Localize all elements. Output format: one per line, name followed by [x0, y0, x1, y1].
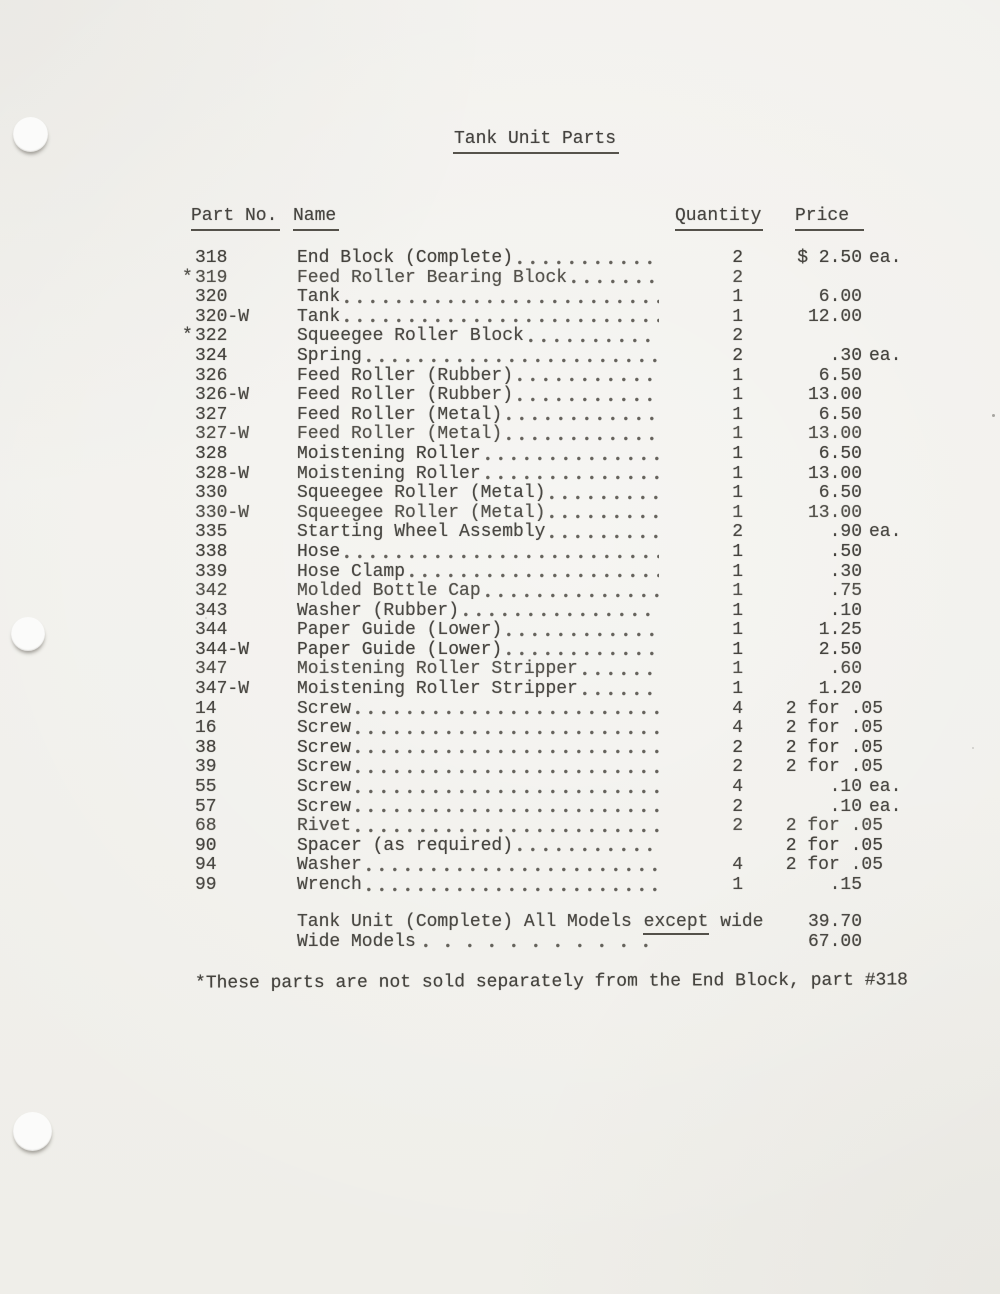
parts-table-body — [182, 248, 902, 896]
table-row — [182, 327, 896, 347]
quantity-value: 1 — [732, 424, 743, 445]
part-number: 326 — [195, 365, 228, 386]
quantity-value: 1 — [732, 581, 743, 602]
part-number: 39 — [195, 757, 217, 778]
part-number: 335 — [195, 522, 228, 543]
part-name: Hose — [297, 541, 341, 562]
table-row — [182, 700, 896, 720]
quantity-value: 1 — [732, 443, 743, 464]
part-name: Wrench — [297, 875, 362, 895]
footnote: *These parts are not sold separately from the End Block, part #318 — [194, 970, 908, 994]
price-amount: 2 for .05 — [785, 835, 883, 856]
quantity-value: 1 — [732, 600, 743, 621]
column-header-price: Price — [795, 206, 864, 231]
part-name: Paper Guide (Lower) — [297, 639, 503, 660]
quantity-value: 1 — [732, 502, 743, 523]
quantity-value: 1 — [732, 875, 743, 895]
quantity-value: 2 — [732, 737, 743, 758]
part-number: 322 — [195, 326, 228, 347]
price-amount: .10 — [829, 777, 862, 798]
price-amount: 13.00 — [807, 424, 862, 445]
table-row — [182, 543, 896, 563]
quantity-value: 1 — [732, 483, 743, 504]
part-name: Moistening Roller Stripper — [297, 679, 578, 700]
table-row — [182, 641, 896, 661]
table-row — [182, 425, 896, 445]
table-row — [182, 582, 896, 602]
quantity-value: 1 — [732, 463, 743, 484]
part-name: Squeegee Roller Block — [297, 326, 524, 347]
price-amount: .30 — [829, 345, 862, 366]
part-number: 344 — [195, 620, 228, 641]
dot-leader — [345, 310, 659, 325]
part-number: 38 — [195, 737, 217, 758]
part-name: Feed Roller (Rubber) — [297, 365, 514, 386]
part-name: Moistening Roller Stripper — [297, 659, 578, 680]
part-name: Feed Roller Bearing Block — [297, 267, 568, 288]
part-name: Screw — [297, 757, 352, 778]
summary-row-all-models — [297, 913, 896, 933]
table-row — [182, 856, 896, 876]
dot-leader — [424, 935, 661, 950]
part-name: Feed Roller (Metal) — [297, 404, 503, 425]
part-number: 342 — [195, 581, 228, 602]
price-amount: 2 for .05 — [785, 855, 883, 876]
table-row — [182, 288, 896, 308]
dot-leader — [356, 741, 659, 756]
part-name: Molded Bottle Cap — [297, 581, 481, 602]
table-row — [182, 719, 896, 739]
part-number: 57 — [195, 796, 217, 817]
quantity-value: 4 — [732, 698, 743, 719]
price-amount: 13.00 — [807, 502, 862, 523]
table-row — [182, 660, 896, 680]
dot-leader — [367, 879, 659, 894]
dot-leader — [486, 585, 659, 600]
part-number: 347-W — [195, 679, 250, 700]
price-amount: .30 — [829, 561, 862, 582]
part-number: 55 — [195, 777, 217, 798]
dot-leader — [507, 643, 659, 658]
part-name: Squeegee Roller (Metal) — [297, 502, 546, 523]
price-amount: .50 — [829, 541, 862, 562]
price-amount: 1.20 — [818, 679, 862, 700]
quantity-value: 2 — [732, 757, 743, 778]
part-name: Screw — [297, 796, 352, 817]
punch-hole-bottom — [13, 1112, 52, 1151]
table-row — [182, 345, 902, 367]
column-header-part-no: Part No. — [191, 206, 280, 231]
part-name: Washer — [297, 855, 362, 876]
part-name: Feed Roller (Metal) — [297, 424, 503, 445]
price-amount: 2 for .05 — [785, 816, 883, 837]
quantity-value: 2 — [732, 796, 743, 817]
price-amount: .10 — [829, 796, 862, 817]
dot-leader — [507, 428, 659, 443]
dot-leader — [550, 506, 659, 521]
price-amount: 6.50 — [818, 443, 862, 464]
table-row — [182, 367, 896, 387]
part-number: 99 — [195, 875, 217, 895]
price-amount: 6.00 — [818, 287, 862, 308]
table-row — [182, 758, 896, 778]
part-number: 319 — [195, 267, 228, 288]
table-row — [182, 602, 896, 622]
quantity-value: 1 — [732, 639, 743, 660]
summary-text: Tank Unit (Complete) All Models — [297, 912, 643, 932]
part-name: Screw — [297, 737, 352, 758]
table-row — [182, 308, 896, 328]
dot-leader — [583, 663, 659, 678]
part-name: Screw — [297, 698, 352, 719]
table-row — [182, 248, 902, 269]
quantity-value: 2 — [732, 522, 743, 543]
price-suffix: ea. — [869, 796, 902, 817]
quantity-value: 2 — [732, 248, 743, 268]
table-row — [182, 680, 896, 700]
dot-leader — [356, 820, 659, 835]
quantity-value: 4 — [732, 855, 743, 876]
punch-hole-top — [13, 117, 48, 152]
summary-text-underlined: except — [643, 913, 710, 935]
part-number: 320 — [195, 287, 228, 308]
dot-leader — [356, 781, 659, 796]
price-suffix: ea. — [869, 248, 902, 268]
table-row — [182, 386, 896, 406]
part-number: 320-W — [195, 306, 250, 327]
part-number: 90 — [195, 835, 217, 856]
column-header-name: Name — [293, 206, 339, 231]
price-amount: .60 — [829, 659, 862, 680]
part-number: 330-W — [195, 502, 250, 523]
part-name: Tank — [297, 306, 341, 327]
page-title: Tank Unit Parts — [453, 129, 619, 154]
dot-leader — [507, 408, 659, 423]
part-number: 16 — [195, 718, 217, 739]
quantity-value: 1 — [732, 404, 743, 425]
price-amount: $ 2.50 — [797, 248, 862, 268]
table-row — [182, 465, 896, 485]
table-row — [182, 563, 896, 583]
dot-leader — [572, 271, 659, 286]
part-number: 339 — [195, 561, 228, 582]
table-row — [182, 817, 896, 837]
part-name: End Block (Complete) — [297, 248, 514, 268]
dot-leader — [529, 330, 659, 345]
dot-leader — [486, 467, 659, 482]
dot-leader — [550, 487, 659, 502]
price-amount: 13.00 — [807, 385, 862, 406]
part-name: Tank — [297, 287, 341, 308]
table-row — [182, 837, 896, 857]
part-number: 338 — [195, 541, 228, 562]
price-amount: .10 — [829, 600, 862, 621]
summary-text: wide — [709, 912, 764, 932]
quantity-value: 2 — [732, 345, 743, 366]
price-amount: 12.00 — [807, 306, 862, 327]
dot-leader — [518, 369, 659, 384]
dot-leader — [583, 683, 659, 698]
price-amount: .90 — [829, 522, 862, 543]
price-amount: 6.50 — [818, 483, 862, 504]
price-amount: 2 for .05 — [785, 718, 883, 739]
punch-hole-middle — [11, 617, 45, 651]
dot-leader — [550, 526, 659, 541]
part-number: 343 — [195, 600, 228, 621]
part-marker: * — [182, 326, 193, 347]
part-number: 318 — [195, 248, 228, 268]
part-name: Screw — [297, 718, 352, 739]
price-amount: 2 for .05 — [785, 757, 883, 778]
price-suffix: ea. — [869, 345, 902, 366]
summary-price: 39.70 — [807, 912, 862, 932]
part-name: Spring — [297, 345, 362, 366]
quantity-value: 1 — [732, 306, 743, 327]
part-name: Spacer (as required) — [297, 835, 514, 856]
quantity-value: 1 — [732, 561, 743, 582]
part-name: Paper Guide (Lower) — [297, 620, 503, 641]
part-number: 327 — [195, 404, 228, 425]
price-amount: .15 — [829, 875, 862, 895]
table-row — [182, 269, 896, 289]
part-number: 94 — [195, 855, 217, 876]
part-number: 344-W — [195, 639, 250, 660]
ink-speck — [992, 414, 995, 417]
quantity-value: 1 — [732, 659, 743, 680]
price-amount: .75 — [829, 581, 862, 602]
summary-price: 67.00 — [807, 931, 862, 952]
table-row — [182, 406, 896, 426]
quantity-value: 1 — [732, 541, 743, 562]
part-number: 326-W — [195, 385, 250, 406]
table-row — [182, 739, 896, 759]
price-amount: 2 for .05 — [785, 737, 883, 758]
dot-leader — [356, 702, 659, 717]
quantity-value: 4 — [732, 718, 743, 739]
dot-leader — [367, 350, 659, 365]
dot-leader — [367, 859, 659, 874]
dot-leader — [507, 624, 659, 639]
part-name: Feed Roller (Rubber) — [297, 385, 514, 406]
quantity-value: 4 — [732, 777, 743, 798]
dot-leader — [518, 839, 659, 854]
table-row — [182, 796, 902, 818]
dot-leader — [518, 389, 659, 404]
part-name: Hose Clamp — [297, 561, 406, 582]
part-marker: * — [182, 267, 193, 288]
part-name: Starting Wheel Assembly — [297, 522, 546, 543]
quantity-value: 1 — [732, 287, 743, 308]
price-amount: 1.25 — [818, 620, 862, 641]
price-amount: 6.50 — [818, 404, 862, 425]
part-name: Rivet — [297, 816, 352, 837]
column-header-quantity: Quantity — [675, 206, 763, 231]
dot-leader — [345, 291, 659, 306]
summary-text: Wide Models — [297, 931, 416, 952]
part-number: 14 — [195, 698, 217, 719]
part-number: 324 — [195, 345, 228, 366]
price-amount: 13.00 — [807, 463, 862, 484]
dot-leader — [356, 722, 659, 737]
table-row — [182, 484, 896, 504]
price-amount: 6.50 — [818, 365, 862, 386]
part-number: 68 — [195, 816, 217, 837]
part-name: Squeegee Roller (Metal) — [297, 483, 546, 504]
table-row — [182, 621, 896, 641]
dot-leader — [356, 800, 659, 815]
part-name: Screw — [297, 777, 352, 798]
quantity-value: 1 — [732, 620, 743, 641]
table-row — [182, 876, 896, 896]
part-name: Moistening Roller — [297, 443, 481, 464]
part-number: 328 — [195, 443, 228, 464]
quantity-value: 2 — [732, 326, 743, 347]
ink-speck — [972, 747, 974, 749]
part-number: 347 — [195, 659, 228, 680]
summary-section — [297, 913, 896, 952]
quantity-value: 2 — [732, 816, 743, 837]
part-number: 330 — [195, 483, 228, 504]
price-amount: 2.50 — [818, 639, 862, 660]
table-row — [182, 777, 902, 798]
dot-leader — [410, 565, 659, 580]
quantity-value: 1 — [732, 365, 743, 386]
price-suffix: ea. — [869, 777, 902, 798]
quantity-value: 1 — [732, 679, 743, 700]
price-suffix: ea. — [869, 522, 902, 543]
dot-leader — [356, 761, 659, 776]
summary-row-wide-models — [297, 933, 896, 953]
table-row — [182, 522, 902, 543]
dot-leader — [518, 252, 659, 267]
table-row — [182, 445, 896, 465]
part-name: Moistening Roller — [297, 463, 481, 484]
table-row — [182, 504, 896, 524]
quantity-value: 1 — [732, 385, 743, 406]
price-amount: 2 for .05 — [785, 698, 883, 719]
quantity-value: 2 — [732, 267, 743, 288]
part-number: 328-W — [195, 463, 250, 484]
part-name: Washer (Rubber) — [297, 600, 460, 621]
part-number: 327-W — [195, 424, 250, 445]
dot-leader — [464, 604, 659, 619]
dot-leader — [345, 546, 659, 561]
dot-leader — [486, 448, 659, 463]
